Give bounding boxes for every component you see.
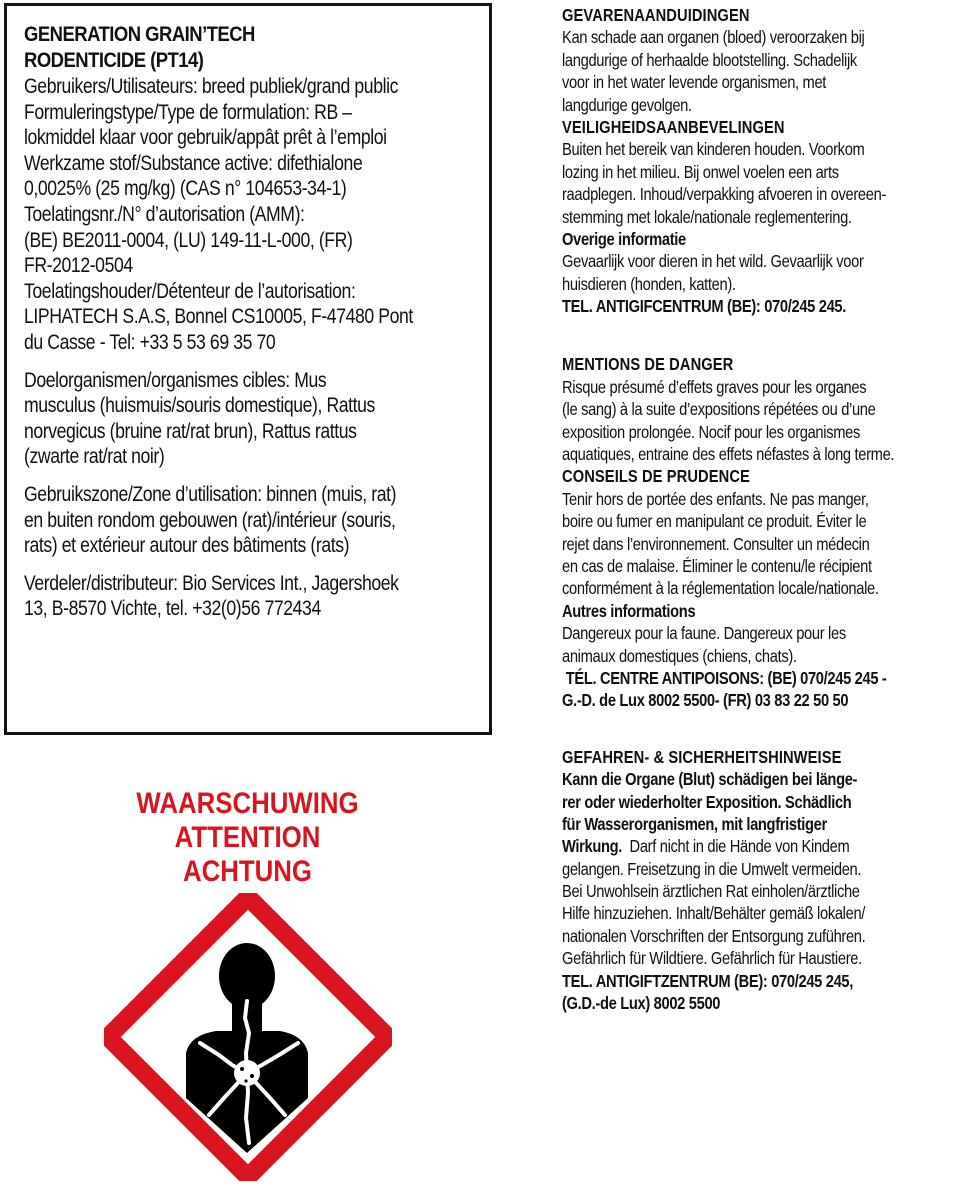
text-line: lozing in het milieu. Bij onwel voelen een arts xyxy=(562,161,839,182)
text-line: en cas de malaise. Éliminer le contenu/le récipient xyxy=(562,555,872,576)
signal-word-dutch: WAARSCHUWING xyxy=(136,787,359,820)
target-organisms xyxy=(24,368,494,470)
section-dutch xyxy=(562,4,957,317)
info-line: en buiten rondom gebouwen (rat)/intérieur (souris, xyxy=(24,507,396,532)
info-line: Werkzame stof/Substance active: difethialone xyxy=(24,150,363,175)
product-title-line: GENERATION GRAIN’TECH xyxy=(24,23,255,46)
signal-word-french: ATTENTION xyxy=(174,821,321,854)
section-german xyxy=(562,746,957,1015)
text-line: langdurige of herhaalde blootstelling. Schadelijk xyxy=(562,49,857,70)
info-line: Toelatingshouder/Détenteur de l’autorisation: xyxy=(24,278,356,303)
text-line: rer oder wiederholter Exposition. Schädlich xyxy=(562,791,852,812)
info-line: musculus (huismuis/souris domestique), Rattus xyxy=(24,393,375,418)
text-line: conformément à la réglementation locale/nationale. xyxy=(562,578,879,599)
text-line: Risque présumé d’effets graves pour les organes xyxy=(562,376,867,397)
info-line: norvegicus (bruine rat/rat brun), Rattus rattus xyxy=(24,418,357,443)
subsection-heading: Overige informatie xyxy=(562,228,686,249)
text-line: langdurige gevolgen. xyxy=(562,94,692,115)
poison-center-phone: TEL. ANTIGIFTZENTRUM (BE): 070/245 245, xyxy=(562,970,854,991)
info-line: (zwarte rat/rat noir) xyxy=(24,444,165,469)
text-line: für Wasserorganismen, mit langfristiger xyxy=(562,813,827,834)
distributor-info xyxy=(24,571,494,622)
info-line: 0,0025% (25 mg/kg) (CAS n° 104653-34-1) xyxy=(24,176,347,201)
poison-center-phone: G.-D. de Lux 8002 5500- (FR) 03 83 22 50 50 xyxy=(562,690,849,711)
product-info-content xyxy=(24,22,494,622)
text-line: (le sang) à la suite d’expositions répétées ou d’une xyxy=(562,399,876,420)
info-line: lokmiddel klaar voor gebruik/appât prêt à l’emploi xyxy=(24,125,387,150)
text-line: rejet dans l’environnement. Consulter un médecin xyxy=(562,533,870,554)
usage-zone xyxy=(24,482,494,559)
text-line: Kann die Organe (Blut) schädigen bei länge- xyxy=(562,769,858,790)
info-line: du Casse - Tel: +33 5 53 69 35 70 xyxy=(24,329,276,354)
ghs08-health-hazard-icon xyxy=(104,893,392,1181)
text-line: nationalen Vorschriften der Entsorgung zuführen. xyxy=(562,925,866,946)
poison-center-phone: TEL. ANTIGIFCENTRUM (BE): 070/245 245. xyxy=(562,296,847,317)
section-heading: GEVARENAANDUIDINGEN xyxy=(562,5,750,25)
info-line: Formuleringstype/Type de formulation: RB – xyxy=(24,99,352,124)
section-heading: VEILIGHEIDSAANBEVELINGEN xyxy=(562,116,785,137)
poison-center-phone: TÉL. CENTRE ANTIPOISONS: (BE) 070/245 245 - xyxy=(562,667,887,688)
info-line: Gebruikszone/Zone d’utilisation: binnen (muis, rat) xyxy=(24,481,397,506)
text-line: huisdieren (honden, katten). xyxy=(562,273,736,294)
section-french xyxy=(562,353,957,711)
text-line: animaux domestiques (chiens, chats). xyxy=(562,645,797,666)
hazard-statements-column xyxy=(562,4,957,1014)
text-fragment: Darf nicht in die Hände von Kindem xyxy=(622,836,850,857)
text-line: exposition prolongée. Nocif pour les organismes xyxy=(562,421,860,442)
text-line: Buiten het bereik van kinderen houden. Voorkom xyxy=(562,139,865,160)
registration-details xyxy=(24,74,494,356)
text-line: Gevaarlijk voor dieren in het wild. Gevaarlijk voor xyxy=(562,251,864,272)
text-bold-fragment: Wirkung. xyxy=(562,836,623,857)
signal-word-german: ACHTUNG xyxy=(183,855,312,888)
text-line: voor in het water levende organismen, met xyxy=(562,72,827,93)
text-line: Tenir hors de portée des enfants. Ne pas manger, xyxy=(562,488,869,509)
product-title-line: RODENTICIDE (PT14) xyxy=(24,49,204,72)
info-line: Verdeler/distributeur: Bio Services Int., Jagershoek xyxy=(24,570,399,595)
subsection-heading: Autres informations xyxy=(562,600,696,621)
poison-center-phone: (G.D.-de Lux) 8002 5500 xyxy=(562,993,721,1014)
text-line: gelangen. Freisetzung in die Umwelt vermeiden. xyxy=(562,858,862,879)
info-line: Doelorganismen/organismes cibles: Mus xyxy=(24,367,327,392)
text-line: boire ou fumer en manipulant ce produit. Éviter le xyxy=(562,511,867,532)
info-line: (BE) BE2011-0004, (LU) 149-11-L-000, (FR) xyxy=(24,227,353,252)
info-line: rats) et extérieur autour des bâtiments (rats) xyxy=(24,533,350,558)
section-heading: GEFAHREN- & SICHERHEITSHINWEISE xyxy=(562,746,842,767)
text-line: raadplegen. Inhoud/verpakking afvoeren in overeen- xyxy=(562,184,886,205)
text-line: Gefährlich für Wildtiere. Gefährlich für Haustiere. xyxy=(562,948,862,969)
text-line: aquatiques, entraine des effets néfastes à long terme. xyxy=(562,444,895,465)
text-line: Hilfe hinzuziehen. Inhalt/Behälter gemäß lokalen/ xyxy=(562,903,866,924)
info-line: Gebruikers/Utilisateurs: breed publiek/grand public xyxy=(24,74,399,98)
text-line: Kan schade aan organen (bloed) veroorzaken bij xyxy=(562,27,865,48)
text-line: Dangereux pour la faune. Dangereux pour les xyxy=(562,623,846,644)
text-line xyxy=(562,835,894,857)
info-line: LIPHATECH S.A.S, Bonnel CS10005, F-47480 Pont xyxy=(24,304,413,329)
section-heading: MENTIONS DE DANGER xyxy=(562,354,734,375)
info-line: Toelatingsnr./N° d’autorisation (AMM): xyxy=(24,201,305,226)
info-line: FR-2012-0504 xyxy=(24,253,133,278)
text-line: Bei Unwohlsein ärztlichen Rat einholen/ärztliche xyxy=(562,881,860,902)
section-heading: CONSEILS DE PRUDENCE xyxy=(562,466,750,487)
text-line: stemming met lokale/nationale reglementering. xyxy=(562,206,852,227)
signal-words xyxy=(100,787,395,889)
product-info-box xyxy=(4,3,492,735)
info-line: 13, B-8570 Vichte, tel. +32(0)56 772434 xyxy=(24,596,321,621)
